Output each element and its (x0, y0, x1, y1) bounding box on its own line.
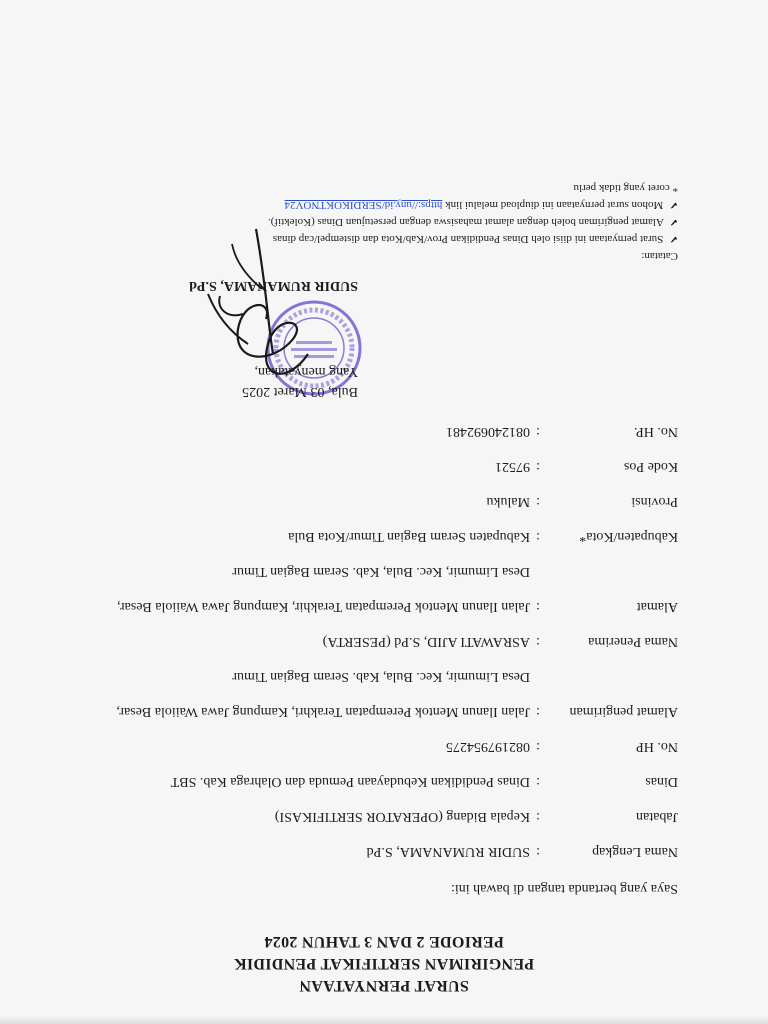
note-item (268, 213, 678, 230)
value-alamat-line2: Desa Limumir, Kec. Bula, Kab. Seram Bagian Timur (232, 564, 530, 579)
signer-name: SUDIR RUMANAMA, S.Pd (189, 278, 358, 293)
notes-section (268, 179, 678, 264)
note-text: Mohon surat pernyataan ini diupload melalui link (442, 198, 664, 211)
place-date: Bula, 03 Maret 2025 (242, 384, 358, 399)
value-no-hp-pengirim: 082197954275 (446, 739, 530, 754)
label-kabupaten: Kabupaten/Kota* (579, 529, 678, 544)
colon: : (536, 739, 540, 754)
check-icon: ✔ (669, 232, 678, 244)
label-dinas: Dinas (645, 774, 678, 789)
check-icon: ✔ (669, 215, 678, 227)
colon: : (536, 494, 540, 509)
label-nama-penerima: Nama Penerima (588, 634, 678, 649)
value-no-hp-penerima: 081240692481 (446, 424, 530, 439)
check-icon: ✔ (669, 198, 678, 210)
value-dinas: Dinas Pendidikan Kebudayaan Pemuda dan Olahraga Kab. SBT (170, 774, 530, 789)
value-alamat-pengiriman-line1: Jalan Ilanun Mentok Perempatan Terakhri, Kampung Jawa Waiiola Besar, (116, 704, 530, 719)
signer-statement: Yang menyatakan, (254, 364, 358, 379)
colon: : (536, 704, 540, 719)
value-nama-lengkap: SUDIR RUMANAMA, S.Pd (366, 844, 530, 859)
colon: : (536, 529, 540, 544)
label-provinsi: Provinsi (631, 494, 678, 509)
document-title: SURAT PERNYATAAN (299, 977, 469, 994)
colon: : (536, 424, 540, 439)
note-item (268, 196, 678, 213)
colon: : (536, 809, 540, 824)
notes-heading: Catatan: (641, 250, 678, 262)
intro-text: Saya yang bertanda tangan di bawah ini: (450, 881, 678, 896)
colon: : (536, 459, 540, 474)
label-alamat-pengiriman: Alamat pengiriman (569, 704, 678, 719)
value-jabatan: Kepala Bidang (OPERATOR SERTIFIKASI) (274, 809, 530, 824)
value-alamat-line1: Jalan Ilanun Mentok Perempatan Terakhir, Kampung Jawa Waiiola Besar, (116, 599, 530, 614)
label-kode-pos: Kode Pos (623, 459, 678, 474)
label-nama-lengkap: Nama Lengkap (592, 844, 678, 859)
value-kode-pos: 97521 (495, 459, 530, 474)
note-text: Alamat pengiriman boleh dengan alamat mahasiswa dengan persetujuan Dinas (Kolektif). (267, 215, 664, 228)
colon: : (536, 844, 540, 859)
note-text: Surat pernyataan ini diisi oleh Dinas Pendidikan Prov/Kab/Kota dan distempel/cap dinas (272, 232, 664, 245)
value-kabupaten: Kabupaten Seram Bagian Timur/Kota Bula (288, 529, 530, 544)
document-subtitle: PENGIRIMAN SERTIFIKAT PENDIDIK (233, 955, 535, 972)
upload-link[interactable]: https://uny.id/SERDIKOKTNOV24 (284, 198, 443, 211)
document-period: PERIODE 2 DAN 3 TAHUN 2024 (264, 933, 504, 950)
label-no-hp-pengirim: No. HP (635, 739, 678, 754)
label-alamat: Alamat (636, 599, 678, 614)
label-jabatan: Jabatan (636, 809, 678, 824)
value-provinsi: Maluku (486, 494, 530, 509)
colon: : (536, 634, 540, 649)
colon: : (536, 599, 540, 614)
footnote: * coret yang tidak perlu (573, 181, 678, 194)
note-item (268, 230, 678, 247)
colon: : (536, 774, 540, 789)
value-alamat-pengiriman-line2: Desa Limumir, Kec. Bula, Kab. Seram Bagian Timur (232, 669, 530, 684)
label-no-hp-penerima: No. HP. (634, 424, 678, 439)
value-nama-penerima: ASRAWATI AJID, S.Pd (PESERTA) (322, 634, 530, 649)
